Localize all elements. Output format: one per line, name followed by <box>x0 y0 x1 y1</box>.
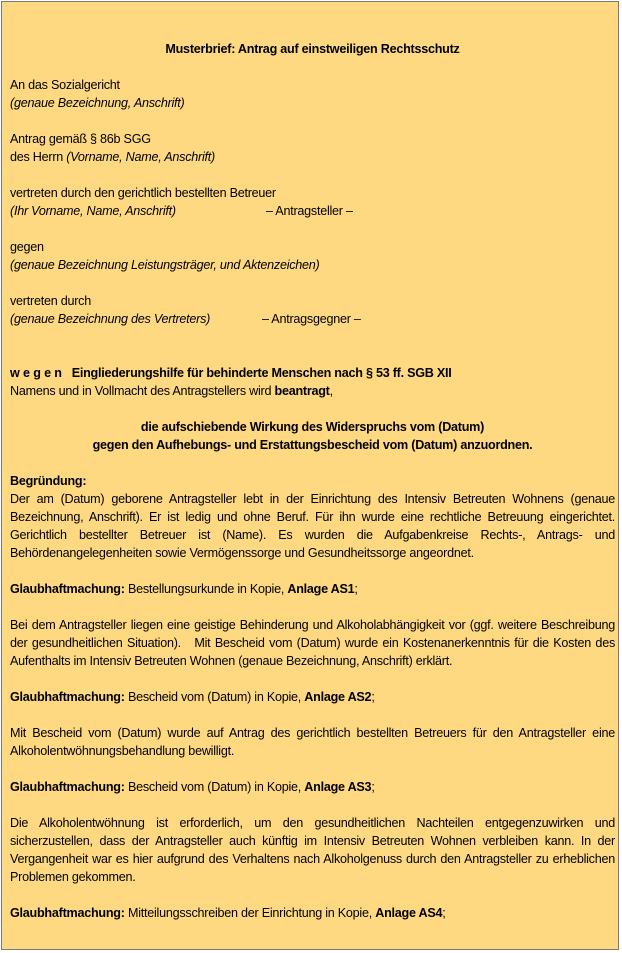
reasons-paragraph-2: Bei dem Antragsteller liegen eine geistige Behinderung und Alkoholabhängigkeit vor (ggf. weitere Beschreibung der gesundheitlichen Situation). Mit Bescheid vom (Datum) wurde ein Kostenanerkenntnis für die Kosten des Aufenthalts im Intensiv Betreuten Wohnen (genaue Bezeichnung, Anschrift) erklärt. <box>10 618 619 668</box>
request-line-2: gegen den Aufhebungs- und Erstattungsbescheid vom (Datum) anzuordnen. <box>92 438 533 452</box>
reasons-paragraph-3: Mit Bescheid vom (Datum) wurde auf Antrag des gerichtlich bestellten Betreuers für den Antragsteller eine Alkoholentwöhnungsbehandlung bewilligt. <box>10 726 615 758</box>
representative-details-line <box>10 202 615 220</box>
reasons-paragraph-1: Der am (Datum) geborene Antragsteller lebt in der Einrichtung des Intensiv Betreuten Wohnens (genaue Bezeichnung, Anschrift). Er ist ledig und ohne Beruf. Für ihn wurde eine rechtliche Betreuung eingerichtet. Gerichtlich bestellter Betreuer ist (Name). Es wurden die Aufgabenkreise Rechts-, Antrags- und Behördenangelegenheiten sowie Vermögenssorge und Gesundheitssorge angeordnet. <box>10 492 615 560</box>
evidence-line-2: Glaubhaftmachung: Bescheid vom (Datum) in Kopie, Anlage AS2; <box>10 690 375 704</box>
opponent-rep-details-line <box>10 310 615 328</box>
applicant-role: – Antragsteller – <box>266 204 353 218</box>
request-line-1: die aufschiebende Wirkung des Widerspruchs vom (Datum) <box>140 420 485 434</box>
letter-template-box <box>1 1 619 950</box>
evidence-line-1: Glaubhaftmachung: Bestellungsurkunde in Kopie, Anlage AS1; <box>10 582 358 596</box>
application-basis: Antrag gemäß § 86b SGG <box>10 132 151 146</box>
subject-text: Eingliederungshilfe für behinderte Menschen nach § 53 ff. SGB XII <box>71 366 452 380</box>
opponent-rep-placeholder: (genaue Bezeichnung des Vertreters) <box>10 312 211 326</box>
representative-line: vertreten durch den gerichtlich bestellten Betreuer <box>10 186 276 200</box>
reasons-paragraph-4: Die Alkoholentwöhnung ist erforderlich, um den gesundheitlichen Nachteilen entgegenzuwirken und sicherzustellen, dass der Antragsteller auch künftig im Intensiv Betreuten Wohnen verbleiben kann. In der Vergangenheit war es hier aufgrund des Verhaltens nach Alkoholgenuss durch den Antragsteller zu erheblichen Problemen gekommen. <box>10 816 615 884</box>
document-title: Musterbrief: Antrag auf einstweiligen Rechtsschutz <box>165 42 460 56</box>
letter-content <box>10 38 619 922</box>
annex-as3: Anlage AS3 <box>304 780 372 794</box>
against-label: gegen <box>10 240 44 254</box>
wegen-label: wegen <box>10 366 66 380</box>
annex-as1: Anlage AS1 <box>287 582 355 596</box>
applicant-line: des Herrn (Vorname, Name, Anschrift) <box>10 150 215 164</box>
annex-as4: Anlage AS4 <box>375 906 443 920</box>
applicant-placeholder: (Vorname, Name, Anschrift) <box>66 150 215 164</box>
annex-as2: Anlage AS2 <box>304 690 372 704</box>
subject-line <box>10 364 615 382</box>
opponent-placeholder: (genaue Bezeichnung Leistungsträger, und Aktenzeichen) <box>10 258 320 272</box>
representative-placeholder: (Ihr Vorname, Name, Anschrift) <box>10 204 176 218</box>
evidence-line-4: Glaubhaftmachung: Mitteilungsschreiben der Einrichtung in Kopie, Anlage AS4; <box>10 906 446 920</box>
opponent-rep-label: vertreten durch <box>10 294 91 308</box>
court-address-placeholder: (genaue Bezeichnung, Anschrift) <box>10 96 185 110</box>
evidence-line-3: Glaubhaftmachung: Bescheid vom (Datum) in Kopie, Anlage AS3; <box>10 780 375 794</box>
court-name: An das Sozialgericht <box>10 78 120 92</box>
reasons-heading: Begründung: <box>10 474 87 488</box>
opponent-role: – Antragsgegner – <box>262 312 361 326</box>
mandate-line: Namens und in Vollmacht des Antragstellers wird beantragt, <box>10 384 333 398</box>
